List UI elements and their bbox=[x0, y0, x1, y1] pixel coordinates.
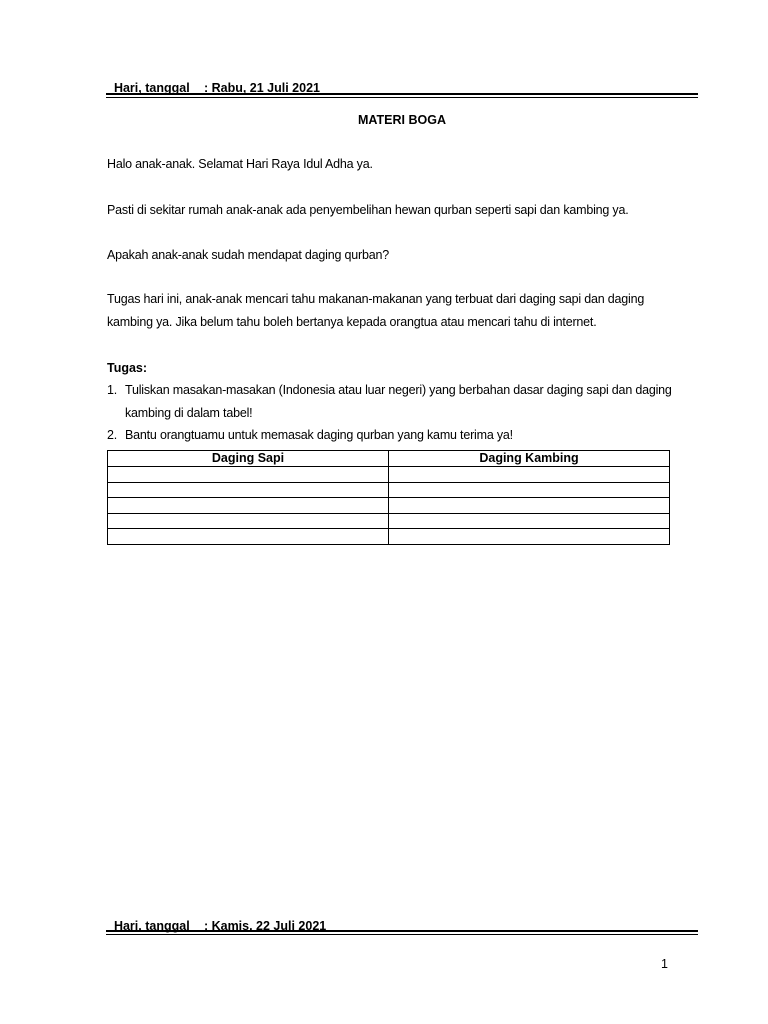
page-number: 1 bbox=[661, 957, 668, 971]
table-row bbox=[108, 513, 670, 529]
table-row bbox=[108, 467, 670, 483]
date-value-2: : Kamis, 22 Juli 2021 bbox=[203, 919, 327, 933]
table-cell[interactable] bbox=[389, 498, 670, 514]
task-text-2: Bantu orangtuamu untuk memasak daging qurban yang kamu terima ya! bbox=[125, 428, 513, 442]
paragraph-question: Apakah anak-anak sudah mendapat daging qurban? bbox=[107, 248, 389, 262]
column-header-daging-kambing: Daging Kambing bbox=[389, 451, 670, 467]
table-cell[interactable] bbox=[108, 498, 389, 514]
date-line-1 bbox=[107, 67, 320, 95]
date-label-2: Hari, tanggal bbox=[113, 919, 190, 933]
task-item-1 bbox=[107, 379, 682, 425]
paragraph-task-intro: Tugas hari ini, anak-anak mencari tahu makanan-makanan yang terbuat dari daging sapi dan daging kambing ya. Jika belum tahu boleh bertanya kepada orangtua atau mencari tahu di internet. bbox=[107, 292, 645, 329]
double-rule-1 bbox=[106, 93, 698, 98]
paragraph-context: Pasti di sekitar rumah anak-anak ada penyembelihan hewan qurban seperti sapi dan kambing ya. bbox=[107, 203, 629, 217]
column-header-daging-sapi: Daging Sapi bbox=[108, 451, 389, 467]
task-text-1: Tuliskan masakan-masakan (Indonesia atau luar negeri) yang berbahan dasar daging sapi dan daging kambing di dalam tabel! bbox=[125, 383, 672, 420]
table-cell[interactable] bbox=[108, 467, 389, 483]
table-header-row bbox=[108, 451, 670, 467]
dishes-table bbox=[107, 450, 670, 545]
tugas-heading: Tugas: bbox=[107, 361, 148, 375]
table-cell[interactable] bbox=[108, 513, 389, 529]
date-value-1: : Rabu, 21 Juli 2021 bbox=[203, 81, 320, 95]
table-cell[interactable] bbox=[389, 482, 670, 498]
table-cell[interactable] bbox=[389, 467, 670, 483]
paragraph-greeting: Halo anak-anak. Selamat Hari Raya Idul Adha ya. bbox=[107, 157, 373, 171]
task-number-1: 1. bbox=[107, 383, 118, 397]
double-rule-2 bbox=[106, 930, 698, 935]
table-row bbox=[108, 482, 670, 498]
date-label-1: Hari, tanggal bbox=[113, 81, 190, 95]
table-row bbox=[108, 529, 670, 545]
table-row bbox=[108, 498, 670, 514]
task-item-2 bbox=[107, 424, 682, 447]
document-title: MATERI BOGA bbox=[358, 113, 446, 127]
task-number-2: 2. bbox=[107, 428, 118, 442]
table-cell[interactable] bbox=[389, 513, 670, 529]
table-cell[interactable] bbox=[389, 529, 670, 545]
table-cell[interactable] bbox=[108, 529, 389, 545]
table-cell[interactable] bbox=[108, 482, 389, 498]
date-line-2 bbox=[107, 905, 326, 933]
